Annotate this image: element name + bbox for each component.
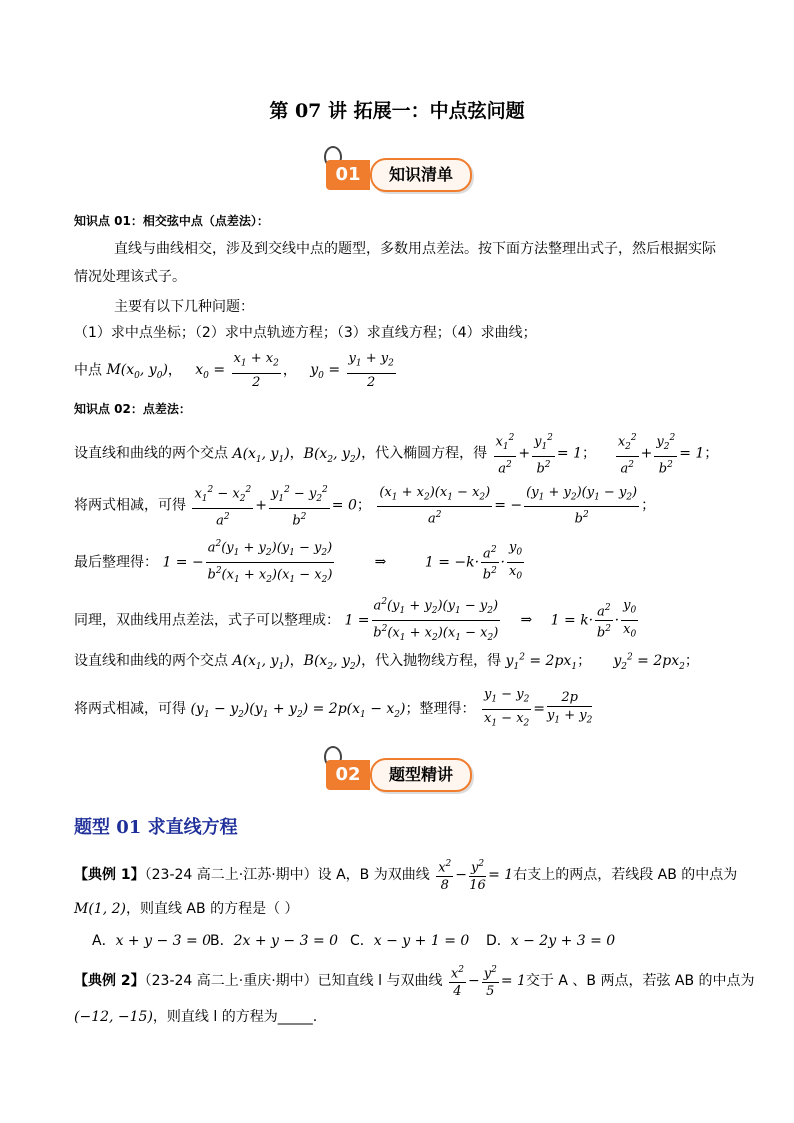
badge-number: 02 [326, 760, 370, 790]
kp1-para2: 主要有以下几种问题： [114, 299, 254, 315]
kp1-para1a: 直线与曲线相交，涉及到交线中点的题型，多数用点差法。按下面方法整理出式子，然后根据实际 [114, 241, 716, 257]
kp2-line4: 同理，双曲线用点差法，式子可以整理成： 1 = $\frac{a^2(y_1 + y_2)(y_1 - y_2)}{b^2(x_1 + x_2)(x_1 - x_2)}$ ⇒ 1 = k· $\frac{a^2}{b^2}$ · $\frac{y_0}{x_0}$ [74, 594, 640, 647]
option-c[interactable]: C．x − y + 1 = 0 [350, 933, 470, 949]
kp2-heading: 知识点 02：点差法： [74, 402, 191, 416]
kp2-line6: 将两式相减，可得 $(y_1 - y_2)(y_1 + y_2) = 2p(x_1 - x_2)$；整理得： $\frac{y_1 - y_2}{x_1 - x_2}$ = $\frac{2p}{y_1 + y_2}$ [74, 687, 593, 729]
badge-label: 题型精讲 [370, 758, 472, 792]
midpoint-label: 中点 [74, 362, 102, 379]
kp1-para1b: 情况处理该式子。 [74, 269, 186, 285]
kp2-line5: 设直线和曲线的两个交点 $A(x_1$, $y_1$)，$B(x_2$, $y_2$)，代入抛物线方程，得 $y_1^2 = 2px_1$； $y_2^2 = 2px_2$； [74, 652, 699, 672]
example1-line1: 【典例 1】（23-24 高二上·江苏·期中）设 A，B 为双曲线 $\frac{x^2}{8}$ − $\frac{y^2}{16}$ = 1右支上的两点，若线段 AB 的中点为 [74, 856, 737, 894]
option-a[interactable]: A．x + y − 3 = 0 [92, 933, 212, 949]
kp1-midpoint-formula: 中点 $M(x_0$, $y_0$)， $x_0$ = $\frac{x_1 + x_2}{2}$ ， $y_0$ = $\frac{y_1 + y_2}{2}$ [74, 351, 394, 390]
example1-line2: M(1, 2)，则直线 AB 的方程是（ ） [74, 901, 299, 917]
page-title: 第 07 讲 拓展一：中点弦问题 [269, 100, 525, 122]
option-b[interactable]: B．2x + y − 3 = 0 [210, 933, 339, 949]
badge-label: 知识清单 [370, 158, 472, 192]
section-badge-types [326, 756, 472, 794]
example2-line2: (−12, −15)，则直线 l 的方程为_____. [74, 1009, 318, 1025]
kp1-heading: 知识点 01：相交弦中点（点差法）： [74, 214, 269, 228]
kp2-line2: 将两式相减，可得 $\frac{x_1^2 - x_2^2}{a^2}$ + $\frac{y_1^2 - y_2^2}{b^2}$ = 0； $\frac{(x_1 + x_2)(x_1 - x_2)}{a^2}$ = − $\frac{(y_1 + y_2)(y_1 - y_2)}{b^2}$ ； [74, 482, 655, 529]
example2-line1: 【典例 2】（23-24 高二上·重庆·期中）已知直线 l 与双曲线 $\frac{x^2}{4}$ − $\frac{y^2}{5}$ = 1交于 A 、B 两点，若弦 AB 的中点为 [74, 962, 755, 1000]
badge-number: 01 [326, 160, 370, 190]
kp1-list: （1）求中点坐标；（2）求中点轨迹方程；（3）求直线方程；（4）求曲线； [74, 325, 537, 341]
kp2-line3: 最后整理得： 1 = − $\frac{a^2(y_1 + y_2)(y_1 - y_2)}{b^2(x_1 + x_2)(x_1 - x_2)}$ ⇒ 1 = −k· $\frac{a^2}{b^2}$ · $\frac{y_0}{x_0}$ [74, 536, 526, 589]
section-badge-knowledge [326, 156, 472, 194]
kp2-line1: 设直线和曲线的两个交点 $A(x_1$, $y_1$)，$B(x_2$, $y_2$)，代入椭圆方程，得 $\frac{x_1^2}{a^2}$ + $\frac{y_1^2}{b^2}$ = 1； $\frac{x_2^2}{a^2}$ + $\frac{y_2^2}{b^2}$ = 1； [74, 430, 718, 477]
option-d[interactable]: D．x − 2y + 3 = 0 [486, 933, 616, 949]
section-heading: 题型 01 求直线方程 [74, 817, 238, 838]
